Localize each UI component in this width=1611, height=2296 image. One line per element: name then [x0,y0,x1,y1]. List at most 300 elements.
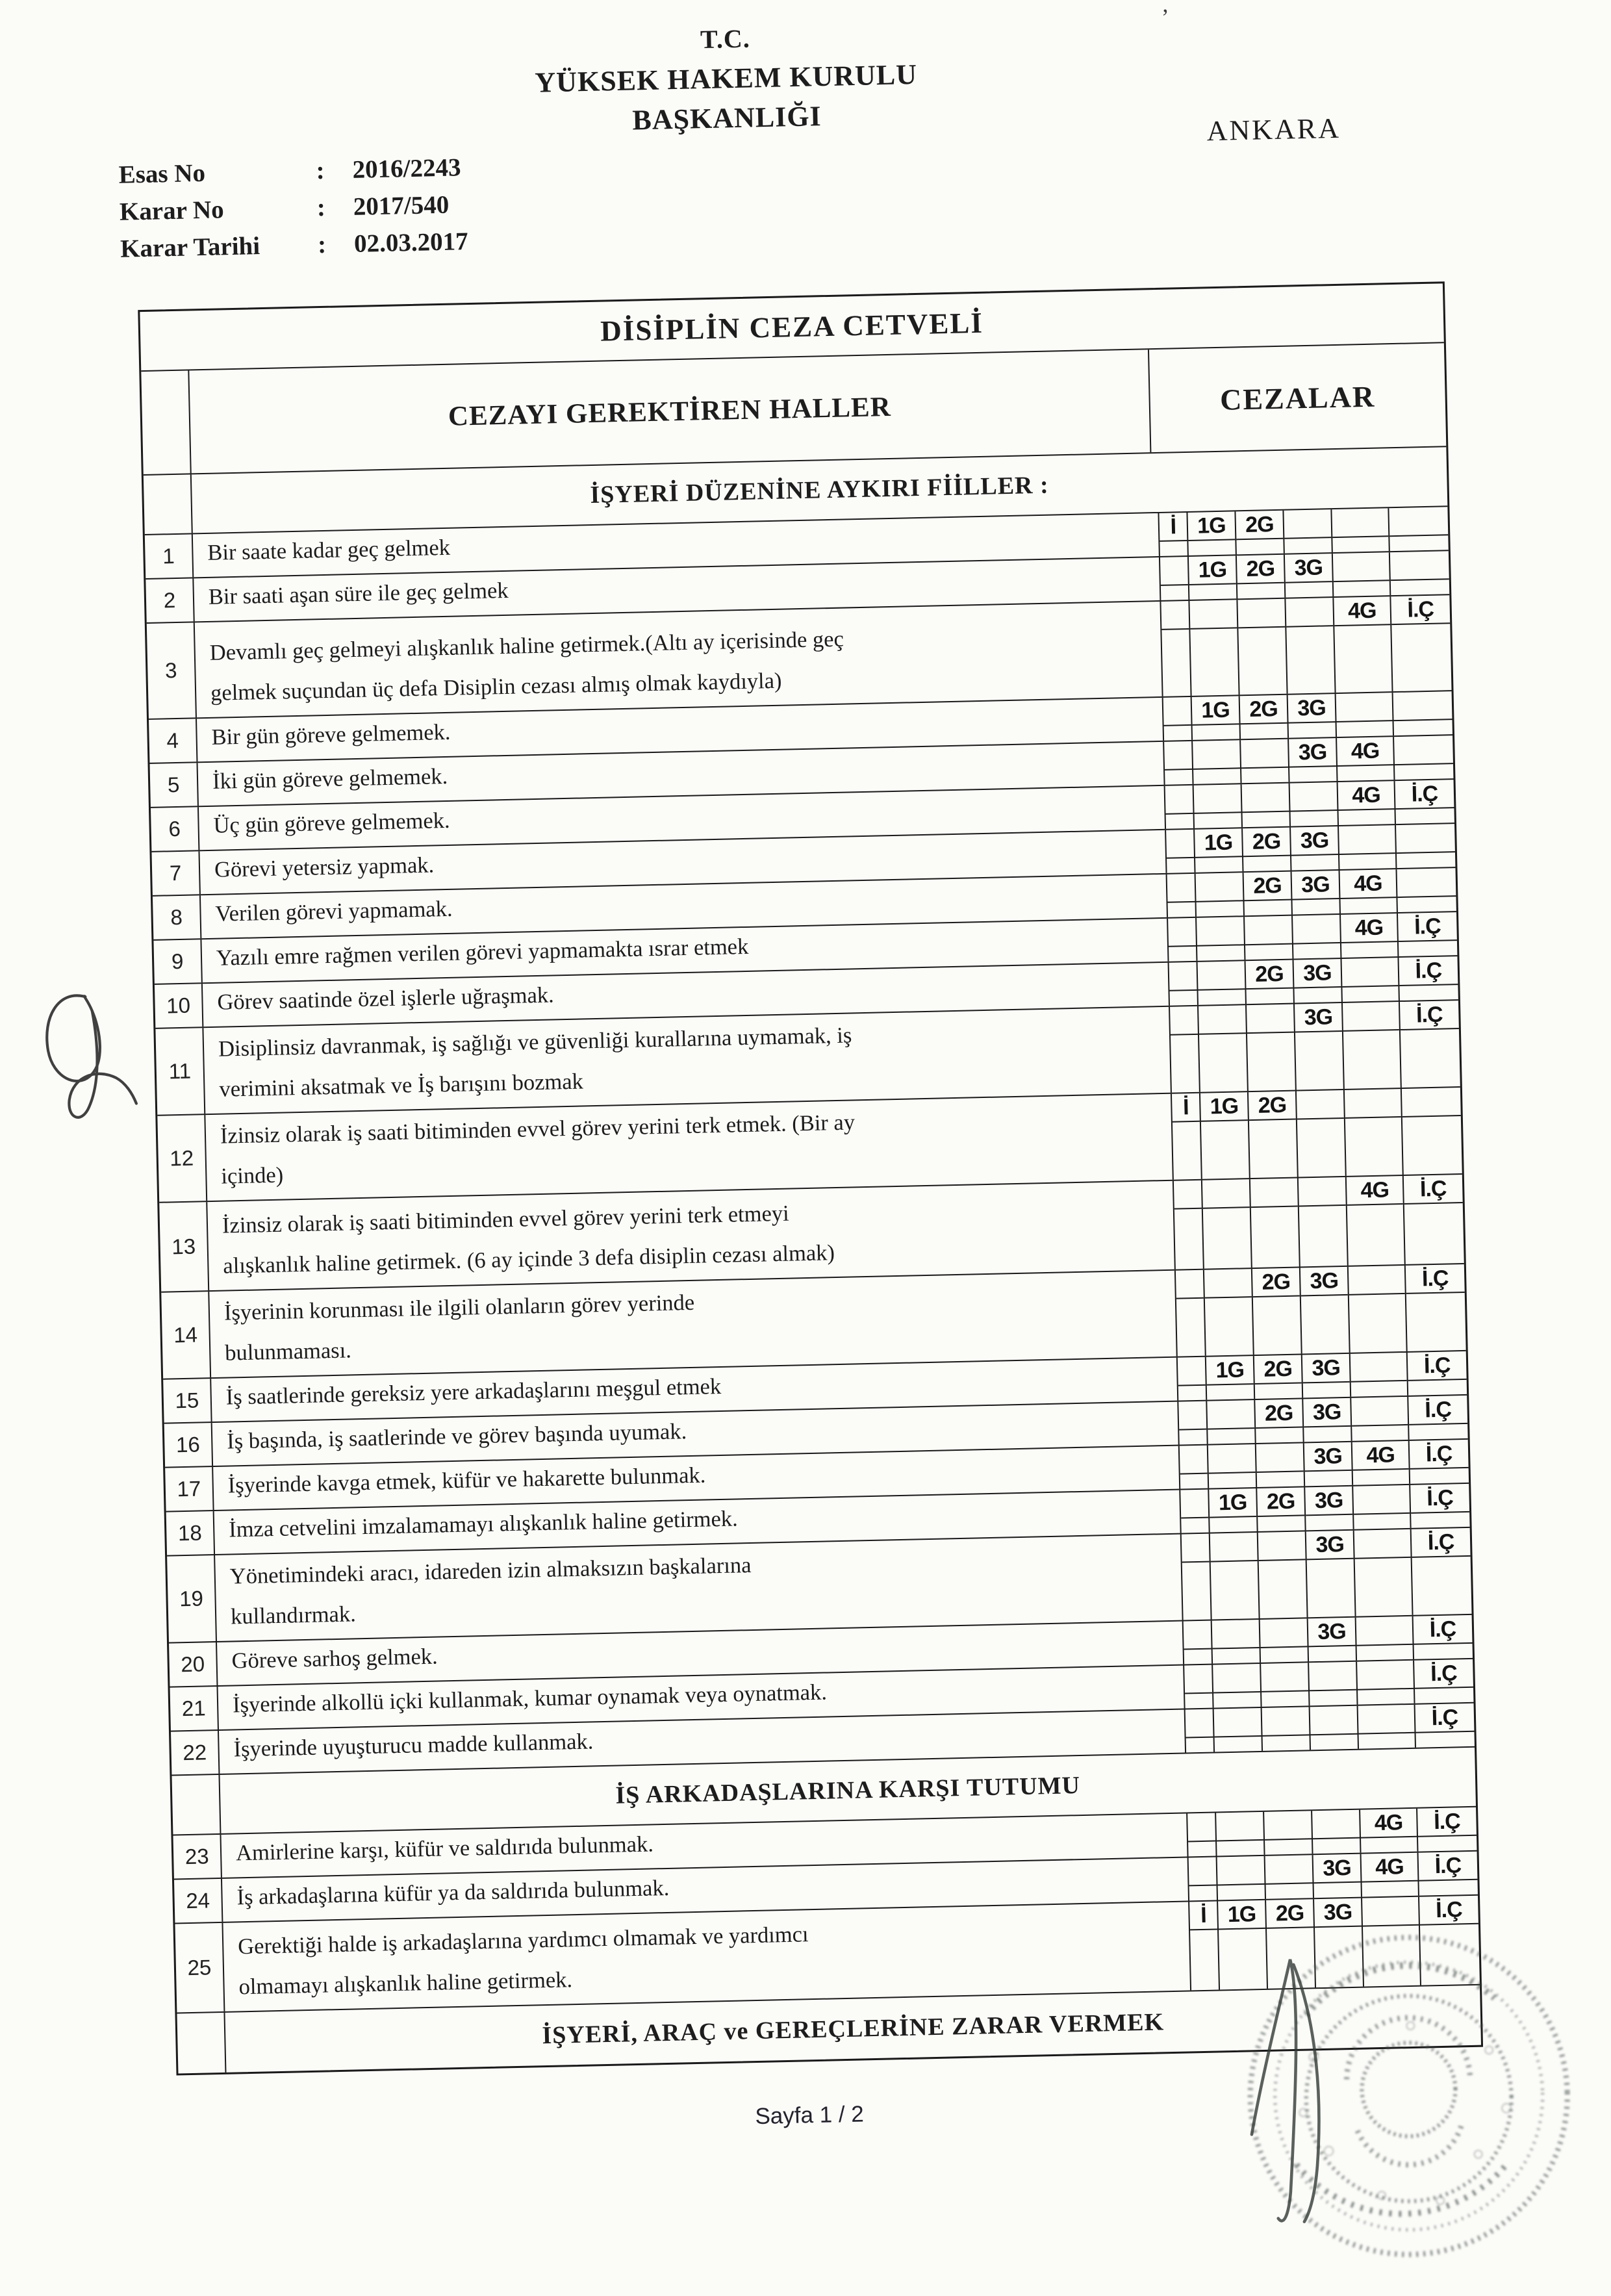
penalty-cell-i [1186,1709,1215,1753]
penalty-cell-1g [1204,1269,1254,1356]
penalty-code [1187,1813,1215,1843]
penalty-cell-3g [1305,1486,1354,1531]
penalty-code: İ [1172,1093,1200,1123]
penalty-cell-i [1410,1484,1469,1528]
row-number: 12 [157,1115,207,1202]
penalty-cell-2g [1237,555,1286,599]
penalty-code [1180,1446,1208,1475]
penalty-cell-2g [1260,1618,1309,1663]
penalty-code: İ.Ç [1410,1484,1469,1514]
penalty-code [1165,785,1193,815]
penalty-code: 3G [1314,1898,1362,1928]
penalty-cell-4g [1333,552,1391,596]
penalty-code [1284,509,1331,539]
penalty-code [1353,1485,1410,1515]
row-number: 25 [175,1923,225,2013]
penalty-code: İ [1189,1902,1217,1931]
penalty-code [1189,600,1237,630]
row-number: 6 [151,807,199,851]
penalty-cell-1g [1198,961,1247,1005]
penalty-cell-1g [1208,1444,1257,1488]
penalty-cell-1g [1194,784,1243,828]
penalty-cell-4g [1343,1002,1402,1089]
penalty-cell-3g [1297,1090,1347,1177]
penalty-code [1332,508,1388,538]
penalty-code: 4G [1360,1809,1417,1839]
penalty-cell-2g [1254,1355,1303,1399]
penalty-cell-1g [1214,1708,1263,1752]
row-number-cell [144,474,193,534]
penalty-code: 2G [1243,828,1290,858]
penalty-cell-3g [1295,1003,1345,1090]
penalty-cell-i [1180,1490,1210,1533]
fault-text: Yazılı emre rağmen verilen görevi yapmamakta ısrar etmek [201,919,1169,982]
city-label: ANKARA [1206,112,1341,147]
discipline-penalty-table [138,281,1483,2075]
penalty-cell-i [1169,962,1199,1006]
penalty-code [1182,1534,1210,1563]
penalty-cell-4g [1341,958,1399,1002]
table-title: DİSİPLİN CEZA CETVELİ [600,306,984,348]
penalty-cell-4g [1351,1353,1408,1397]
penalty-cell-i [1412,1528,1472,1615]
penalty-cell-2g [1261,1663,1310,1707]
meta-row-tarih [120,227,469,272]
penalty-cell-1g [1200,1092,1250,1179]
penalty-cell-1g [1210,1533,1260,1620]
penalty-code [1237,599,1285,629]
penalty-cell-i [1172,1093,1202,1180]
meta-label: Karar Tarihi [120,232,260,263]
penalty-code [1194,784,1241,814]
penalty-cell-3g [1291,826,1339,871]
penalty-code [1184,1665,1212,1694]
penalty-code [1265,1855,1313,1885]
penalty-cell-2g [1250,1178,1300,1268]
penalty-cell-2g [1262,1707,1311,1751]
penalty-cell-4g [1338,781,1396,825]
fault-text: İzinsiz olarak iş saati bitiminden evvel görev yerini terk etmeyi alışkanlık haline getirmek. (6 ay içinde 3 defa disiplin cezası almak) [207,1181,1176,1290]
penalty-code: İ.Ç [1415,1703,1475,1733]
penalty-code: İ.Ç [1408,1396,1467,1425]
penalty-cell-i [1184,1665,1213,1709]
penalty-code [1390,551,1449,581]
penalty-cell-i [1180,1446,1209,1489]
penalty-cell-1g [1213,1664,1262,1708]
fault-text: İşyerinde kavga etmek, küfür ve hakarette bulunmak. [213,1446,1180,1510]
penalties-column-header: CEZALAR [1219,379,1376,416]
penalty-code: 2G [1252,1268,1300,1298]
fault-text: İzinsiz olarak iş saati bitiminden evvel görev yerini terk etmek. (Bir ay içinde) [205,1094,1174,1201]
penalty-code [1290,782,1338,812]
penalty-code: İ.Ç [1400,1001,1459,1030]
row-number: 14 [161,1292,211,1379]
penalty-code: 4G [1352,1441,1409,1471]
row-number: 7 [151,851,200,895]
fault-text: Verilen görevi yapmamak. [201,874,1168,938]
row-number: 19 [167,1555,217,1642]
penalty-code [1336,693,1393,722]
fault-text: İş başında, iş saatlerinde ve görev başında uyumak. [212,1402,1180,1466]
penalty-cell-1g [1202,1179,1252,1269]
penalty-code [1394,735,1453,765]
fault-text: İşyerinde uyuşturucu madde kullanmak. [219,1709,1186,1773]
penalty-cell-3g [1312,1810,1361,1854]
fault-text: Üç gün göreve gelmemek. [199,786,1166,850]
penalty-code [1196,873,1243,902]
penalty-code [1354,1529,1411,1559]
penalty-cell-3g [1290,782,1339,826]
penalty-code: 3G [1306,1531,1354,1561]
row-number: 22 [171,1731,220,1775]
penalty-code: 4G [1362,1853,1418,1883]
penalty-cell-i [1404,1175,1464,1264]
penalty-cell-i [1170,1006,1200,1093]
row-number: 5 [150,763,199,807]
case-meta-block [118,153,468,272]
penalty-cell-2g [1249,1091,1299,1179]
penalty-cell-i [1159,513,1188,556]
row-number: 23 [173,1835,222,1879]
penalty-cell-i [1406,1264,1466,1351]
penalty-code: İ.Ç [1406,1264,1465,1294]
penalty-cell-i [1396,824,1455,868]
penalty-code [1164,741,1192,771]
penalty-cell-i [1174,1180,1204,1269]
penalty-code: İ.Ç [1412,1528,1471,1558]
row-number: 18 [166,1511,215,1555]
stray-mark: ’ [1161,4,1170,31]
penalty-cell-2g [1236,511,1284,555]
penalty-code [1167,874,1195,903]
penalty-cell-2g [1243,828,1291,872]
penalty-code [1357,1661,1414,1690]
penalty-cell-2g [1244,872,1293,916]
penalty-cell-1g [1206,1356,1255,1400]
penalty-cell-i [1168,918,1197,962]
official-stamp-seal [1213,1912,1575,2270]
penalty-code: 1G [1206,1356,1254,1386]
penalty-cell-4g [1360,1809,1418,1853]
penalty-code: İ.Ç [1408,1351,1467,1381]
meta-label: Karar No [119,196,225,226]
penalty-cell-2g [1265,1855,1314,1899]
penalty-cell-3g [1308,1618,1357,1662]
penalty-cell-3g [1309,1662,1358,1706]
penalty-cell-4g [1356,1616,1414,1661]
penalty-cell-i [1165,785,1195,829]
penalty-code: İ.Ç [1419,1852,1478,1881]
penalty-code [1214,1708,1262,1738]
penalty-cell-4g [1362,1853,1419,1897]
penalty-cell-i [1187,1813,1217,1856]
penalty-cell-3g [1310,1706,1359,1750]
penalty-code [1207,1400,1254,1430]
penalty-code [1264,1811,1312,1841]
penalty-cell-3g [1300,1267,1351,1354]
penalty-cell-2g [1242,784,1291,828]
penalty-code [1261,1663,1308,1692]
penalty-code: İ.Ç [1419,1896,1478,1926]
penalty-cell-i [1394,735,1453,780]
penalty-code: 2G [1240,695,1288,725]
penalty-cell-i [1410,1440,1469,1484]
penalty-code: 3G [1285,554,1332,583]
fault-text: Yönetimindeki aracı, idareden izin almaksızın başkalarına kullandırmak. [215,1535,1184,1641]
penalty-cell-4g [1347,1176,1406,1266]
penalty-code: İ.Ç [1398,912,1457,942]
meta-colon: : [316,193,326,222]
penalty-code: 2G [1246,960,1293,990]
row-number-cell [171,1775,221,1835]
penalty-code [1176,1270,1204,1299]
penalty-cell-4g [1345,1089,1404,1176]
penalty-cell-3g [1293,915,1341,959]
page-number: Sayfa 1 / 2 [755,2101,865,2130]
penalty-code: İ.Ç [1414,1615,1473,1645]
penalty-code: 4G [1337,737,1393,767]
penalty-cell-3g [1299,1177,1349,1267]
penalty-code [1339,825,1395,855]
penalty-cell-1g [1196,873,1245,917]
penalty-code: 2G [1244,872,1291,902]
penalty-code [1163,697,1191,726]
penalty-code [1161,601,1189,630]
penalty-cell-i [1163,697,1193,741]
penalty-code: 2G [1254,1355,1302,1384]
meta-value: 02.03.2017 [353,227,469,258]
signature-scribble [18,976,145,1141]
penalty-code: İ.Ç [1399,956,1458,986]
penalty-cell-2g [1257,1487,1306,1531]
penalty-cell-2g [1264,1811,1313,1855]
penalty-cell-i [1160,557,1189,600]
section-title: İŞYERİ, ARAÇ ve GEREÇLERİNE ZARAR VERMEK [542,2008,1165,2050]
fault-text: İşyerinde alkollü içki kullanmak, kumar oynamak veya oynatmak. [218,1666,1186,1729]
meta-colon: : [317,230,327,259]
penalty-code [1197,917,1244,947]
penalty-cell-4g [1354,1529,1414,1616]
penalty-cell-4g [1334,596,1393,693]
meta-value: 2017/540 [353,190,450,221]
fault-text: Bir saate kadar geç gelmek [193,513,1160,577]
penalty-code: İ.Ç [1395,780,1454,810]
penalty-code [1168,918,1196,947]
row-number: 24 [174,1879,223,1923]
penalty-cell-4g [1352,1441,1410,1485]
penalty-cell-i [1167,874,1197,917]
fault-text: İşyerinin korunması ile ilgili olanların görev yerinde bulunmaması. [209,1271,1178,1377]
penalty-cell-2g [1241,739,1289,784]
penalty-code [1193,740,1240,770]
section-title: İŞ ARKADAŞLARINA KARŞI TUTUMU [615,1772,1081,1809]
row-number: 16 [164,1423,213,1467]
penalty-code: 4G [1338,781,1395,811]
penalty-code [1208,1444,1256,1474]
penalty-cell-3g [1313,1854,1362,1898]
penalty-cell-i [1391,595,1451,691]
penalty-code [1309,1662,1356,1692]
penalty-code: 3G [1295,1003,1342,1033]
row-number: 15 [163,1379,212,1423]
penalty-code [1250,1179,1298,1208]
row-number: 3 [147,622,197,719]
penalty-cell-1g [1209,1488,1258,1533]
fault-text: İki gün göreve gelmemek. [197,742,1165,806]
row-number: 9 [153,939,202,984]
penalty-code: 4G [1340,869,1397,899]
penalty-cell-i [1417,1807,1477,1852]
penalty-cell-2g [1240,695,1289,739]
fault-text: İmza cetvelini imzalamamayı alışkanlık haline getirmek. [214,1490,1182,1554]
penalty-code [1198,961,1245,991]
penalty-cell-i [1402,1088,1462,1175]
penalty-cell-4g [1332,508,1389,552]
penalty-code: 2G [1255,1399,1302,1429]
penalty-code [1170,1006,1198,1036]
fault-text: İş arkadaşlarına küfür ya da saldırıda bulunmak. [222,1857,1189,1921]
section-title: İŞYERİ DÜZENİNE AYKIRI FİİLLER : [590,471,1050,509]
penalty-cell-1g [1192,696,1241,740]
penalty-code [1256,1443,1304,1473]
meta-value: 2016/2243 [352,153,461,184]
penalty-code: 1G [1189,555,1236,585]
penalty-cell-3g [1306,1531,1356,1618]
penalty-cell-2g [1252,1268,1302,1355]
letterhead-line-office: BAŞKANLIĞI [631,100,822,136]
penalty-code [1202,1179,1250,1209]
penalty-cell-i [1182,1534,1212,1620]
penalty-code [1396,824,1455,854]
row-number: 10 [155,984,203,1028]
penalty-code: 3G [1305,1486,1352,1516]
penalty-cell-i [1419,1852,1478,1896]
penalty-code: 4G [1341,913,1397,943]
penalty-cell-i [1414,1659,1473,1703]
penalty-cell-4g [1358,1705,1416,1749]
penalty-code [1345,1089,1401,1119]
row-number: 21 [170,1687,219,1731]
penalty-code: 3G [1308,1618,1356,1648]
penalty-cell-i [1390,551,1449,595]
penalty-code: İ.Ç [1410,1440,1469,1470]
penalty-code [1178,1401,1206,1431]
penalty-cell-1g [1187,511,1236,555]
penalty-cell-i [1408,1396,1467,1440]
penalty-cell-i [1176,1270,1206,1357]
row-number: 17 [165,1467,214,1511]
penalty-code [1174,1180,1202,1210]
meta-label: Esas No [118,159,206,189]
penalty-code [1286,598,1333,628]
penalty-cell-3g [1286,598,1336,694]
fault-text: Gerektiği halde iş arkadaşlarına yardımcı olmamak ve yardımcı olmamayı alışkanlık haline getirmek. [223,1902,1191,2011]
penalty-code [1186,1709,1213,1739]
penalty-code: 2G [1266,1899,1313,1929]
penalty-cell-1g [1189,555,1237,600]
penalty-code [1217,1856,1265,1886]
penalty-code: 2G [1236,511,1283,541]
row-number: 13 [159,1202,209,1292]
fault-text: Göreve sarhoş gelmek. [217,1622,1184,1685]
penalty-cell-2g [1258,1531,1308,1618]
penalty-cell-i [1399,956,1458,1001]
penalty-cell-1g [1199,1005,1249,1092]
penalty-code [1241,739,1288,769]
penalty-cell-4g [1357,1661,1415,1705]
penalty-code: İ.Ç [1391,595,1450,625]
penalty-cell-2g [1256,1443,1305,1487]
penalty-code: 3G [1291,826,1338,856]
penalty-cell-1g [1207,1400,1256,1444]
penalty-cell-3g [1289,738,1338,782]
fault-text: Disiplinsiz davranmak, iş sağlığı ve güvenliği kurallarına uymamak, iş verimini aksatmak ve İş barışını bozmak [203,1007,1172,1114]
penalty-cell-i [1166,830,1195,873]
fault-text: Görev saatinde özel işlerle uğraşmak. [203,963,1170,1027]
penalty-cell-1g [1216,1812,1265,1856]
penalty-code: 2G [1257,1487,1304,1517]
penalty-cell-i [1400,1001,1460,1088]
row-number: 8 [153,895,201,939]
penalty-cell-3g [1285,554,1334,598]
penalty-cell-3g [1284,509,1332,554]
penalty-cell-1g [1217,1856,1266,1900]
penalty-code [1356,1616,1413,1646]
row-number: 1 [145,534,194,578]
penalty-code [1199,1005,1246,1035]
penalty-code [1242,784,1289,813]
penalty-code: 1G [1195,828,1242,858]
penalty-code: 3G [1304,1442,1352,1472]
penalty-code: 3G [1313,1854,1361,1884]
penalty-code [1349,1266,1405,1295]
fault-text: Bir saati aşan süre ile geç gelmek [194,557,1161,621]
penalty-cell-4g [1349,1266,1408,1353]
penalty-code [1245,916,1292,946]
fault-text: İş saatlerinde gereksiz yere arkadaşlarını meşgul etmek [211,1358,1178,1422]
penalty-code [1178,1357,1206,1386]
meta-colon: : [316,156,325,185]
penalty-code [1397,868,1456,898]
penalty-code: 3G [1288,694,1336,724]
row-number: 2 [146,578,194,622]
penalty-cell-4g [1341,913,1399,958]
penalty-cell-i [1398,912,1457,956]
penalty-cell-1g [1193,740,1241,784]
penalty-cell-3g [1292,871,1341,915]
penalty-code: 1G [1192,696,1239,726]
penalty-code [1169,962,1197,991]
penalty-code [1299,1177,1346,1207]
penalty-code: 2G [1249,1091,1296,1121]
faults-column-header: CEZAYI GEREKTİREN HALLER [189,350,1151,473]
penalty-code: 4G [1334,596,1390,626]
penalty-cell-i [1408,1351,1467,1396]
penalty-code: 3G [1303,1398,1351,1428]
penalty-code [1212,1620,1260,1650]
penalty-code [1343,1002,1399,1032]
penalty-cell-i [1189,1857,1218,1900]
penalty-code: 1G [1218,1900,1265,1930]
penalty-code: 3G [1302,1354,1350,1384]
penalty-code [1310,1706,1358,1736]
penalty-cell-2g [1255,1399,1304,1443]
fault-text: Devamlı geç gelmeyi alışkanlık haline getirmek.(Altı ay içerisinde geç gelmek suçundan üç defa Disiplin cezası almış olmak kaydıyla) [195,602,1163,717]
penalty-code [1180,1490,1208,1519]
penalty-code [1293,915,1340,945]
penalty-code [1166,830,1194,859]
penalty-code: 3G [1292,871,1339,900]
